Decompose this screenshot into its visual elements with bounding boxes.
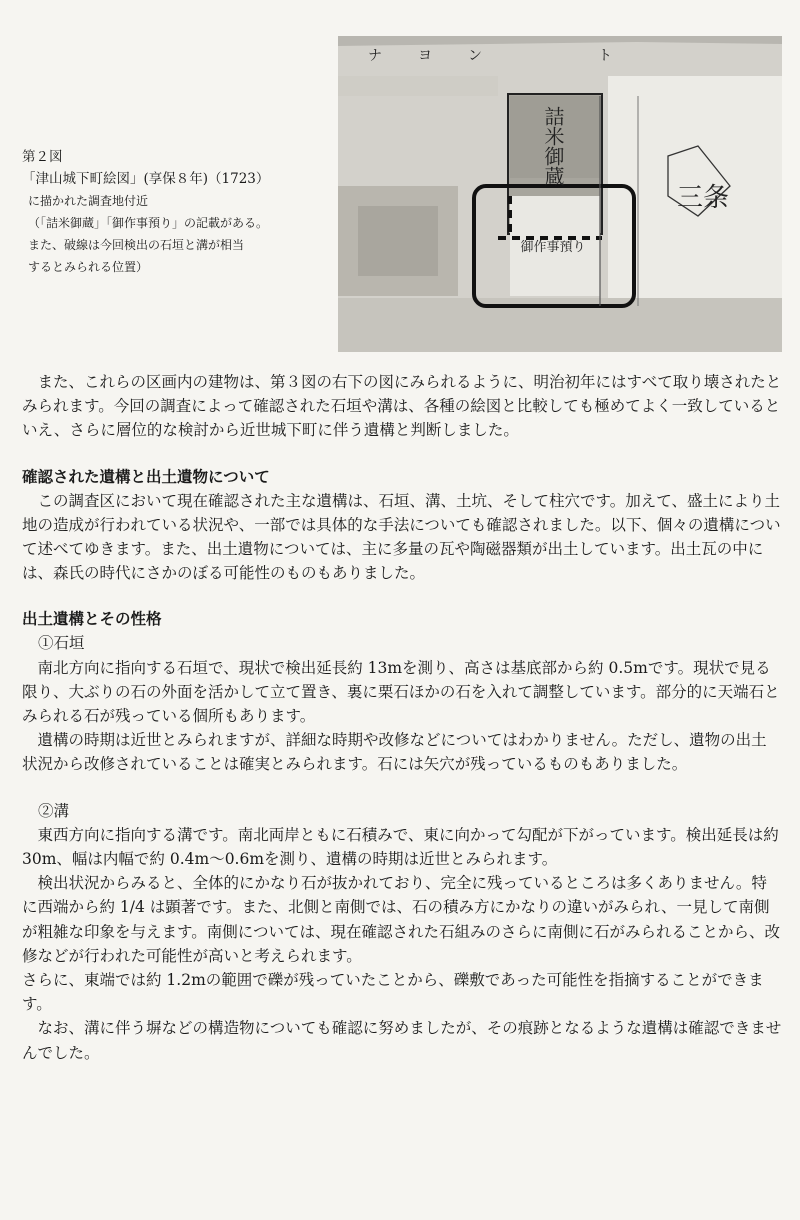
map-label-block2: 御作事預り: [520, 240, 586, 255]
stone-wall-heading: ①石垣: [38, 634, 85, 653]
heading-remains: 確認された遺構と出土遺物について: [22, 467, 270, 486]
historic-map-image: [338, 36, 782, 352]
heading-features: 出土遺構とその性格: [22, 610, 162, 629]
stone-wall-paragraph-1: 南北方向に指向する石垣で、現状で検出延長約 13mを測り、高さは基底部から約 0.5mです。現状で見る限り、大ぶりの石の外面を活かして立て置き、裏に栗石ほかの石を入れて調整しています。部分的に天端石とみられる石が残っている個所もあります。: [22, 658, 780, 726]
figure-note-1: （「詰米御蔵」「御作事預り」の記載がある。: [28, 216, 269, 230]
map-label-right: 三条: [676, 183, 730, 213]
map-label-block1: 詰米御蔵: [541, 106, 565, 186]
ditch-paragraph-4: なお、溝に伴う塀などの構造物についても確認に努めましたが、その痕跡となるような遺構は確認できませんでした。: [22, 1019, 782, 1062]
stone-wall-paragraph-2: 遺構の時期は近世とみられますが、詳細な時期や改修などについてはわかりません。ただし、遺物の出土状況から改修されていることは確実とみられます。石には矢穴が残っているものもありました。: [22, 731, 767, 774]
ditch-paragraph-3: さらに、東端では約 1.2mの範囲で礫が残っていたことから、礫敷であった可能性を指摘することができます。: [22, 971, 764, 1014]
ditch-heading: ②溝: [38, 801, 70, 820]
figure-caption: [22, 146, 322, 278]
ditch-paragraph-1: 東西方向に指向する溝です。南北両岸ともに石積みで、東に向かって勾配が下がっています。検出延長は約 30m、幅は内幅で約 0.4m～0.6mを測り、遺構の時期は近世とみられます。: [22, 825, 779, 869]
map-top-mark-1: ナ: [368, 48, 382, 64]
figure-note-2: また、破線は今回検出の石垣と溝が相当: [28, 238, 245, 252]
map-top-mark-3: ン: [468, 48, 482, 64]
map-top-mark-4: ト: [598, 48, 612, 64]
figure-subtitle: に描かれた調査地付近: [28, 194, 149, 208]
historic-map-figure: [338, 36, 782, 352]
figure-note-3: するとみられる位置）: [28, 260, 149, 274]
intro-paragraph: また、これらの区画内の建物は、第３図の右下の図にみられるように、明治初年にはすべて取り壊されたとみられます。今回の調査によって確認された石垣や溝は、各種の絵図と比較しても極めてよく一致しているといえ、さらに層位的な検討から近世城下町に伴う遺構と判断しました。: [22, 373, 782, 440]
map-top-mark-2: ヨ: [418, 48, 432, 64]
remains-paragraph: この調査区において現在確認された主な遺構は、石垣、溝、土坑、そして柱穴です。加えて、盛土により土地の造成が行われている状況や、一部では具体的な手法についても確認されました。以下、個々の遺構について述べてゆきます。また、出土遺物については、主に多量の瓦や陶磁器類が出土しています。出土瓦の中には、森氏の時代にさかのぼる可能性のものもありました。: [22, 491, 781, 583]
figure-title: 「津山城下町絵図」(享保８年)（1723）: [22, 171, 270, 187]
main-text: [22, 370, 782, 1065]
ditch-paragraph-2: 検出状況からみると、全体的にかなり石が抜かれており、完全に残っているところは多くありません。特に西端から約 1/4 は顕著です。また、北側と南側では、石の積み方にかなりの違いがみられ、一見して南側が粗雑な印象を与えます。南側については、現在確認された石組みのさらに南側に石がみられることから、改修などが行われた可能性が高いと考えられます。: [22, 874, 780, 965]
figure-number: 第２図: [22, 149, 63, 165]
